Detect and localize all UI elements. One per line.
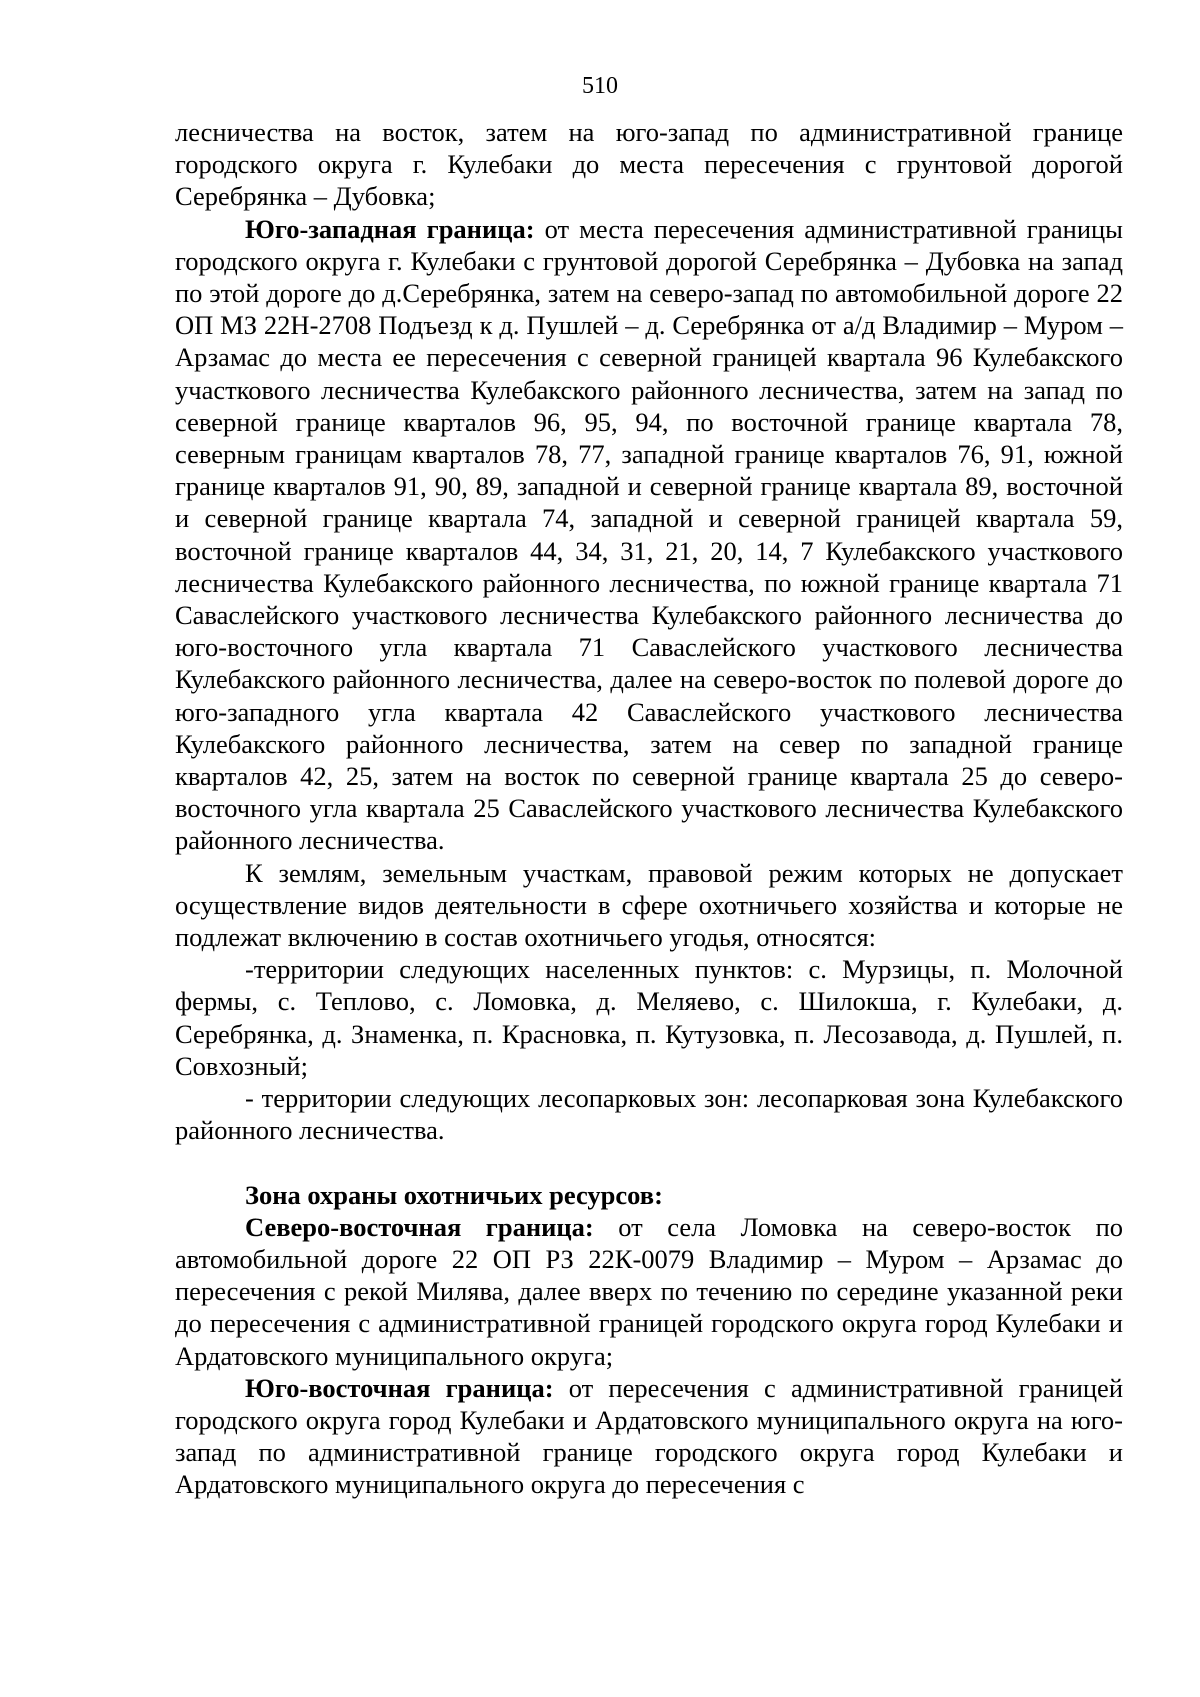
paragraph-settlements-list [175, 953, 1123, 1082]
paragraph-forest-park-zones [175, 1082, 1123, 1146]
paragraph-text: от места пересечения административной границы городского округа г. Кулебаки с грунтовой дорогой Серебрянка – Дубовка на запад по этой дороге до д.Серебрянка, затем на северо-запад по автомобильной дороге 22 ОП МЗ 22Н-2708 Подъезд к д. Пушлей – д. Серебрянка от а/д Владимир – Муром – Арзамас до места ее пересечения с северной границей квартала 96 Кулебакского участкового лесничества Кулебакского районного лесничества, затем на запад по северной границе кварталов 96, 95, 94, по восточной границе квартала 78, северным границам кварталов 78, 77, западной границе кварталов 76, 91, южной границе кварталов 91, 90, 89, западной и северной границе квартала 89, восточной и северной границе квартала 74, западной и северной границей квартала 59, восточной границе кварталов 44, 34, 31, 21, 20, 14, 7 Кулебакского участкового лесничества Кулебакского районного лесничества, по южной границе квартала 71 Саваслейского участкового лесничества Кулебакского районного лесничества до юго-восточного угла квартала 71 Саваслейского участкового лесничества Кулебакского районного лесничества, далее на северо-восток по полевой дороге до юго-западного угла квартала 42 Саваслейского участкового лесничества Кулебакского районного лесничества, затем на север по западной границе кварталов 42, 25, затем на восток по северной границе квартала 25 до северо-восточного угла квартала 25 Саваслейского участкового лесничества Кулебакского районного лесничества. [175, 213, 1123, 856]
paragraph-text: - территории следующих лесопарковых зон: лесопарковая зона Кулебакского районного лесничества. [175, 1083, 1123, 1146]
section-heading-text: Зона охраны охотничьих ресурсов: [245, 1179, 663, 1210]
paragraph-southwest-border [175, 213, 1123, 857]
paragraph-text: от села Ломовка на северо-восток по автомобильной дороге 22 ОП РЗ 22К-0079 Владимир – Муром – Арзамас до пересечения с рекой Милява, далее вверх по течению по середине указанной реки до пересечения с административной границей городского округа город Кулебаки и Ардатовского муниципального округа; [175, 1211, 1124, 1371]
paragraph-continuation [175, 116, 1123, 213]
section-heading [175, 1179, 1123, 1211]
section-gap [175, 1147, 1123, 1179]
paragraph-text: К землям, земельным участкам, правовой режим которых не допускает осуществление видов деятельности в сфере охотничьего хозяйства и которые не подлежат включению в состав охотничьего угодья, относятся: [175, 857, 1123, 953]
paragraph-excluded-lands [175, 857, 1123, 954]
page-number: 510 [582, 73, 618, 99]
paragraph-bold-lead: Юго-западная граница: [245, 213, 535, 244]
paragraph-text: лесничества на восток, затем на юго-запад по административной границе городского округа г. Кулебаки до места пересечения с грунтовой дорогой Серебрянка – Дубовка; [175, 117, 1123, 212]
paragraph-northeast-border [175, 1211, 1123, 1372]
paragraph-southeast-border [175, 1372, 1123, 1501]
paragraph-bold-lead: Северо-восточная граница: [245, 1211, 594, 1242]
paragraph-text: от пересечения с административной границей городского округа город Кулебаки и Ардатовского муниципального округа на юго-запад по административной границе городского округа город Кулебаки и Ардатовского муниципального округа до пересечения с [175, 1372, 1123, 1500]
document-body [175, 116, 1123, 1501]
paragraph-bold-lead: Юго-восточная граница: [245, 1372, 554, 1403]
paragraph-text: -территории следующих населенных пунктов: с. Мурзицы, п. Молочной фермы, с. Теплово, с. Ломовка, д. Меляево, с. Шилокша, г. Кулебаки, д. Серебрянка, д. Знаменка, п. Красновка, п. Кутузовка, п. Лесозавода, д. Пушлей, п. Совхозный; [175, 954, 1123, 1081]
